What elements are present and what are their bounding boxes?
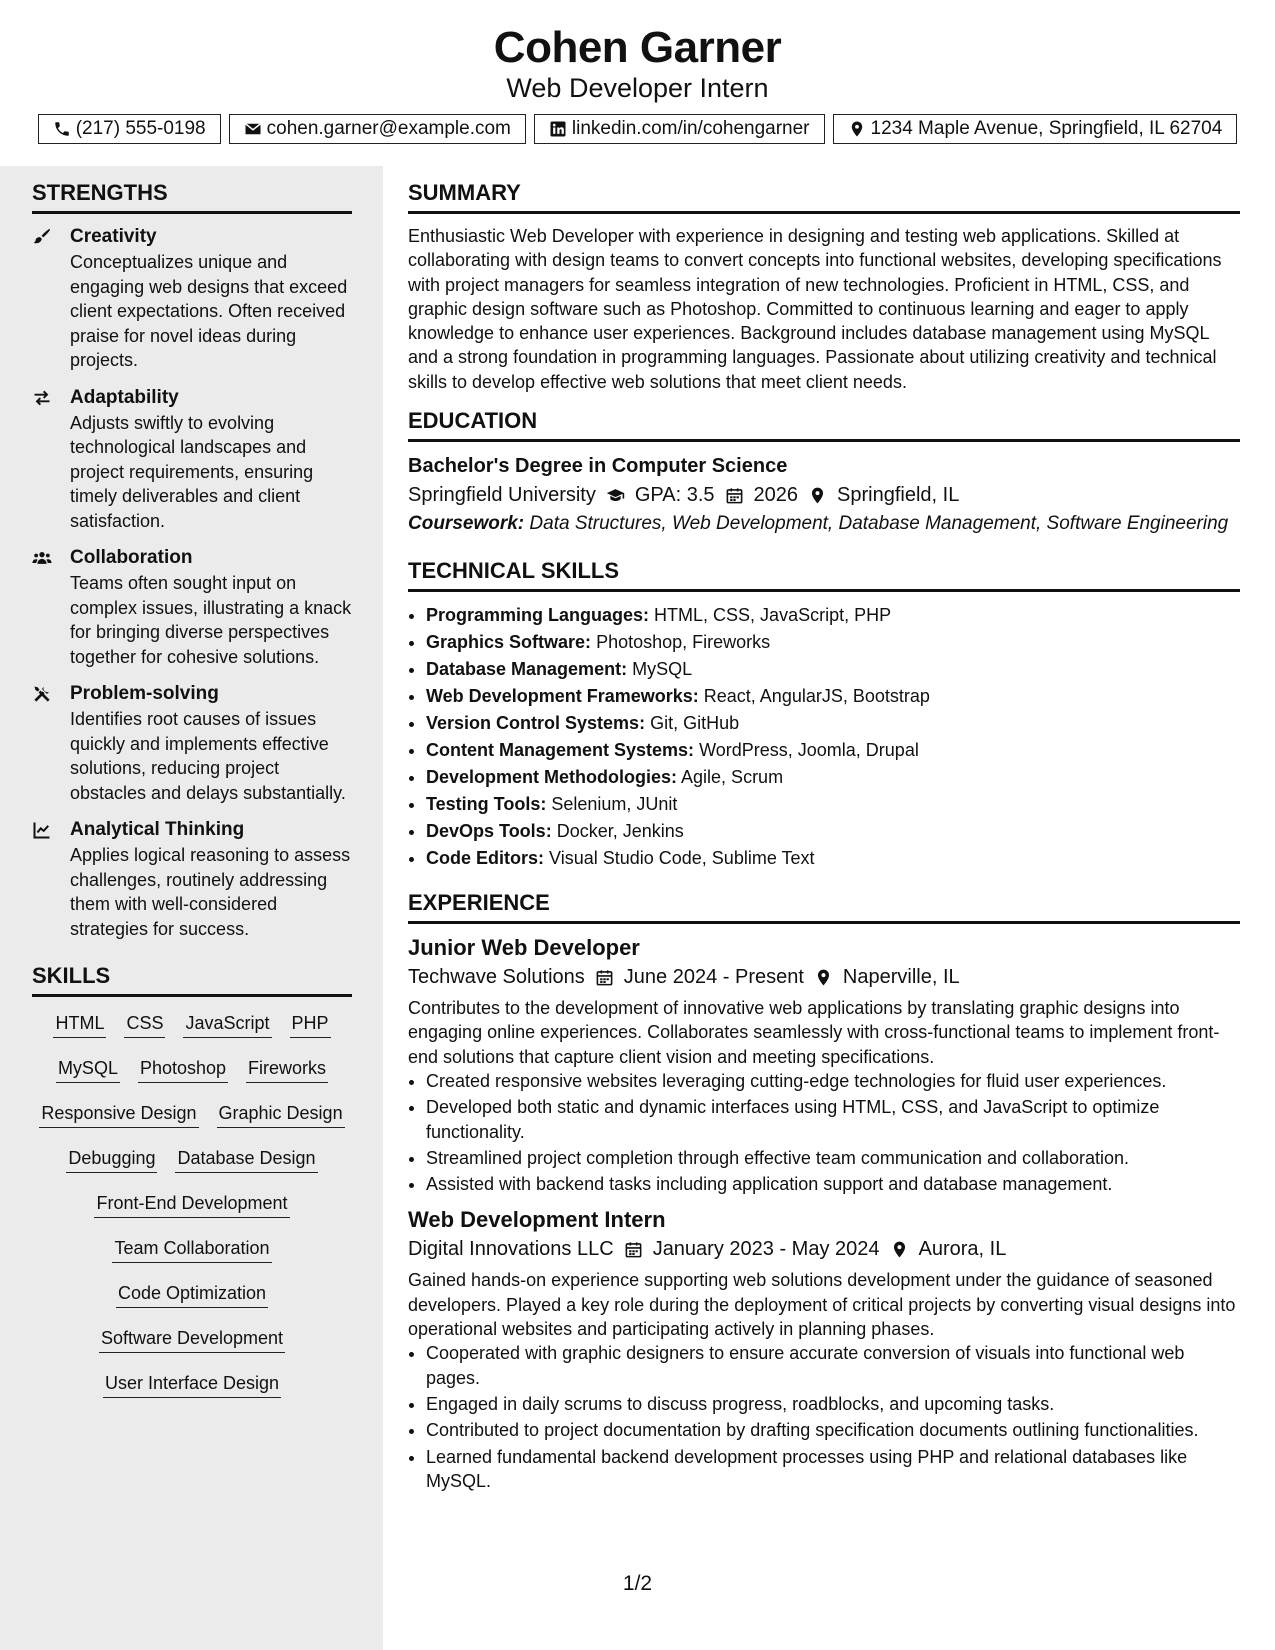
candidate-role: Web Developer Intern — [506, 73, 769, 103]
list-item: • DevOps Tools: Docker, Jenkins — [426, 818, 1240, 845]
skill-tag: HTML — [53, 1011, 106, 1038]
linkedin-text: linkedin.com/in/cohengarner — [571, 118, 810, 139]
strength-item — [32, 385, 352, 534]
arrows-exchange-icon — [32, 388, 52, 408]
education-degree: Bachelor's Degree in Computer Science — [408, 455, 788, 478]
strength-item — [32, 224, 352, 373]
list-item: • Contributed to project documentation by drafting specification documents outlining functionalities. — [426, 1418, 1240, 1442]
summary-text: Enthusiastic Web Developer with experience in designing and testing web applications. Skilled at collaborating with design teams to convert concepts into functional websites, developing specifications with project managers for seamless integration of new technologies. Proficient in HTML, CSS, and graphic design software such as Photoshop. Committed to continuous learning and eager to apply knowledge to enhance user experiences. Background includes database management using MySQL and a strong foundation in programming languages. Passionate about utilizing creativity and technical skills to develop effective web solutions that meet client needs. — [408, 226, 1222, 392]
list-item: • Assisted with backend tasks including application support and database management. — [426, 1172, 1240, 1196]
email-text: cohen.garner@example.com — [266, 118, 511, 139]
job-description: Gained hands-on experience supporting web solutions development under the guidance of seasoned developers. Played a key role during the deployment of critical projects by converting visual designs into operational websites and participating actively in planning phases. — [408, 1270, 1236, 1340]
contact-phone[interactable] — [38, 114, 221, 144]
job-location: Aurora, IL — [918, 1238, 1007, 1261]
education-heading: EDUCATION — [408, 408, 1240, 442]
phone-icon — [53, 120, 71, 138]
skill-tag: Photoshop — [138, 1056, 228, 1083]
job-entry — [408, 934, 1240, 1196]
strength-description: Applies logical reasoning to assess challenges, routinely addressing them with well-considered strategies for success. — [70, 845, 351, 939]
experience-heading: EXPERIENCE — [408, 890, 1240, 924]
address-text: 1234 Maple Avenue, Springfield, IL 62704 — [870, 118, 1223, 139]
skill-tag: Fireworks — [246, 1056, 328, 1083]
right-column — [408, 180, 1240, 1503]
strength-description: Teams often sought input on complex issues, illustrating a knack for bringing diverse perspectives together for cohesive solutions. — [70, 573, 352, 667]
list-item: • Testing Tools: Selenium, JUnit — [426, 791, 1240, 818]
job-title: Web Development Intern — [408, 1207, 666, 1233]
list-item: • Code Editors: Visual Studio Code, Sublime Text — [426, 845, 1240, 872]
strength-description: Conceptualizes unique and engaging web designs that exceed client expectations. Often received praise for novel ideas during projects. — [70, 252, 348, 370]
strength-title: Collaboration — [70, 547, 193, 568]
strength-description: Adjusts swiftly to evolving technological landscapes and project requirements, ensuring timely deliverables and client satisfaction. — [70, 412, 314, 531]
strength-title: Problem-solving — [70, 683, 219, 704]
map-pin-icon — [848, 120, 866, 138]
strength-title: Adaptability — [70, 386, 179, 408]
list-item: • Developed both static and dynamic interfaces using HTML, CSS, and JavaScript to optimize functionality. — [426, 1095, 1240, 1144]
calendar-icon — [595, 968, 614, 987]
calendar-icon — [725, 486, 744, 505]
candidate-name: Cohen Garner — [493, 23, 782, 72]
list-item: • Engaged in daily scrums to discuss progress, roadblocks, and upcoming tasks. — [426, 1392, 1240, 1416]
list-item: • Created responsive websites leveraging cutting-edge technologies for fluid user experiences. — [426, 1069, 1240, 1093]
contact-email[interactable] — [229, 114, 526, 144]
job-location: Naperville, IL — [842, 966, 960, 989]
page-number: 1/2 — [622, 1572, 653, 1595]
envelope-icon — [244, 120, 262, 138]
contact-row — [0, 114, 1275, 144]
skill-tag: JavaScript — [183, 1011, 271, 1038]
job-title: Junior Web Developer — [408, 935, 640, 961]
technical-skills-list — [408, 602, 1240, 872]
list-item: • Streamlined project completion through effective team communication and collaboration. — [426, 1146, 1240, 1170]
skill-tag: Software Development — [99, 1326, 285, 1353]
strength-item — [32, 545, 352, 669]
paintbrush-icon — [32, 227, 52, 247]
coursework-list: Data Structures, Web Development, Database Management, Software Engineering — [529, 513, 1229, 535]
strengths-heading: STRENGTHS — [32, 180, 352, 214]
education-gpa: GPA: 3.5 — [634, 484, 715, 507]
skill-tag: MySQL — [56, 1056, 120, 1083]
job-dates: June 2024 - Present — [623, 966, 804, 989]
job-meta — [408, 962, 1240, 992]
job-dates: January 2023 - May 2024 — [652, 1238, 880, 1261]
list-item: • Programming Languages: HTML, CSS, JavaScript, PHP — [426, 602, 1240, 629]
skill-tag: Debugging — [66, 1146, 157, 1173]
left-column — [32, 180, 352, 1398]
skill-tag: Front-End Development — [94, 1191, 289, 1218]
list-item: • Cooperated with graphic designers to ensure accurate conversion of visuals into functional web pages. — [426, 1341, 1240, 1390]
graduation-cap-icon — [606, 486, 625, 505]
tools-icon — [32, 684, 52, 704]
job-bullets — [408, 1069, 1240, 1196]
summary-heading: SUMMARY — [408, 180, 1240, 214]
list-item: • Development Methodologies: Agile, Scrum — [426, 764, 1240, 791]
map-pin-icon — [890, 1240, 909, 1259]
strength-title: Creativity — [70, 226, 157, 247]
strength-title: Analytical Thinking — [70, 819, 245, 840]
list-item: • Content Management Systems: WordPress, Joomla, Drupal — [426, 737, 1240, 764]
coursework-label: Coursework: — [408, 513, 525, 535]
job-description: Contributes to the development of innovative web applications by translating graphic designs into engaging online experiences. Collaborates seamlessly with cross-functional teams to implement front-end solutions that capture client vision and meeting specifications. — [408, 998, 1220, 1067]
list-item: • Database Management: MySQL — [426, 656, 1240, 683]
skill-tag: User Interface Design — [103, 1371, 281, 1398]
list-item: • Web Development Frameworks: React, AngularJS, Bootstrap — [426, 683, 1240, 710]
job-bullets — [408, 1341, 1240, 1493]
skill-tag: PHP — [290, 1011, 331, 1038]
technical-skills-heading: TECHNICAL SKILLS — [408, 558, 1240, 592]
contact-address[interactable] — [833, 114, 1238, 144]
job-company: Techwave Solutions — [408, 966, 585, 989]
calendar-icon — [624, 1240, 643, 1259]
phone-text: (217) 555-0198 — [75, 118, 206, 139]
skill-tag: CSS — [124, 1011, 165, 1038]
linkedin-icon — [549, 120, 567, 138]
skills-heading: SKILLS — [32, 963, 352, 997]
job-meta — [408, 1234, 1240, 1264]
map-pin-icon — [808, 486, 827, 505]
users-icon — [32, 548, 52, 568]
education-location: Springfield, IL — [837, 484, 960, 507]
job-entry — [408, 1206, 1240, 1493]
education-meta — [408, 480, 1240, 510]
contact-linkedin[interactable] — [534, 114, 825, 144]
map-pin-icon — [814, 968, 833, 987]
strength-description: Identifies root causes of issues quickly and implements effective solutions, reducing project obstacles and delays substantially. — [70, 709, 346, 803]
list-item: • Learned fundamental backend development processes using PHP and relational databases like MySQL. — [426, 1445, 1240, 1494]
skill-tag: Responsive Design — [39, 1101, 198, 1128]
skill-tag: Code Optimization — [116, 1281, 268, 1308]
list-item: • Version Control Systems: Git, GitHub — [426, 710, 1240, 737]
list-item: • Graphics Software: Photoshop, Fireworks — [426, 629, 1240, 656]
skill-tag: Database Design — [175, 1146, 317, 1173]
education-school: Springfield University — [408, 484, 596, 507]
resume-header — [0, 20, 1275, 104]
strength-item — [32, 817, 352, 941]
line-chart-icon — [32, 820, 52, 840]
education-coursework — [408, 512, 1240, 536]
job-company: Digital Innovations LLC — [408, 1238, 614, 1261]
skill-tag: Graphic Design — [217, 1101, 345, 1128]
strength-item — [32, 681, 352, 805]
skills-list — [32, 1011, 352, 1398]
education-year: 2026 — [753, 484, 799, 507]
skill-tag: Team Collaboration — [112, 1236, 271, 1263]
